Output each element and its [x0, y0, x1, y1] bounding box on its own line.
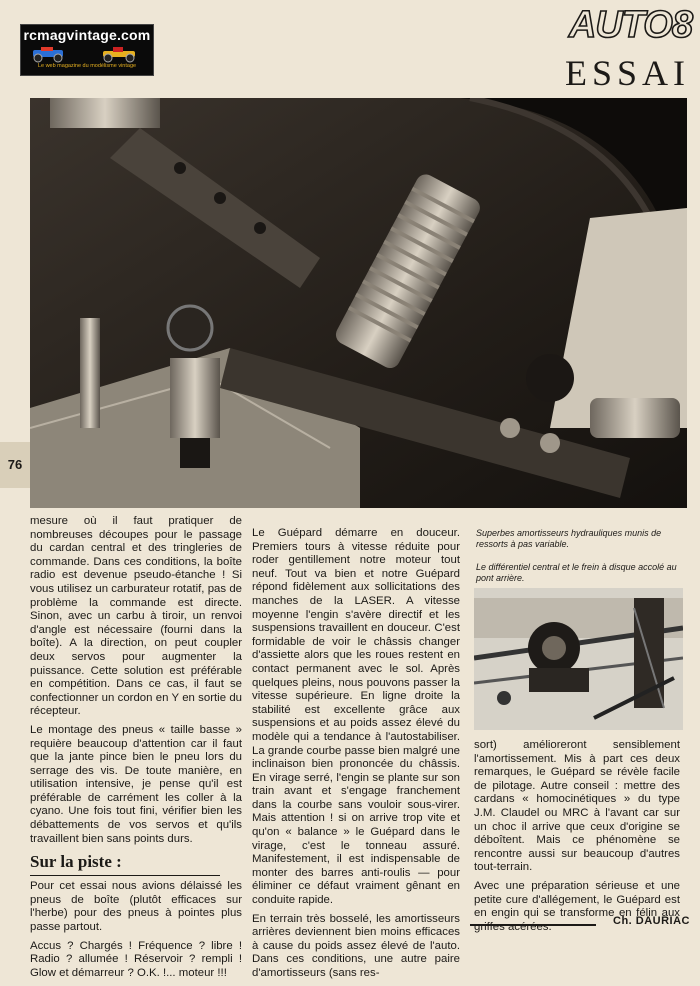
suspension-photo-illustration	[30, 98, 687, 508]
small-photo	[474, 588, 683, 730]
section-heading: Sur la piste :	[30, 852, 122, 872]
paragraph: Accus ? Chargés ! Fréquence ? libre ! Radio ? allumée ! Réservoir ? rempli ! Glow et démarreur ? O.K. !... moteur !!!	[30, 939, 242, 979]
rc-car-icon	[29, 43, 145, 63]
section-title: ESSAI	[564, 53, 690, 93]
site-logo-title: rcmagvintage.com	[23, 27, 151, 43]
article-column-2	[252, 527, 460, 986]
site-logo-tagline: Le web magazine du modélisme vintage	[37, 63, 137, 69]
main-photo-caption: Superbes amortisseurs hydrauliques munis de ressorts à pas variable.	[476, 528, 662, 549]
paragraph: En terrain très bosselé, les amortisseurs arrières deviennent bien moins efficaces à cause du poids assez élevé de l'auto. Dans ces conditions, une autre paire d'amortisseurs (sans res-	[252, 912, 460, 979]
magazine-brand-text: AUTO8	[568, 4, 692, 46]
site-logo[interactable]	[20, 24, 154, 76]
small-photo-caption: Le différentiel central et le frein à disque accolé au pont arrière.	[476, 562, 677, 583]
article-column-3	[474, 739, 680, 939]
paragraph: sort) amélioreront sensiblement l'amortissement. Mis à part ces deux remarques, le Guépard se révèle facile de pilotage. Autre conseil : mettre des cardans « homocinétiques » du type J.M. Claudel ou MRC à l'avant car sur un choc il arrive que ceux d'origine se déboîtent. Mais ce phénomène se rencontre aussi sur beaucoup d'autres tout-terrain.	[474, 739, 680, 874]
differential-photo-illustration	[474, 588, 683, 730]
signature-rule	[470, 924, 596, 926]
page-number: 76	[0, 442, 30, 488]
paragraph: mesure où il faut pratiquer de nombreuses découpes pour le passage du cardan central et des tringleries de commande. Dans ces conditions, la boîte radio est devenue pseudo-étanche ! Si vous utilisez un carburateur rotatif, pas de problème la commande est directe. Sinon, avec un carbu à tiroir, un renvoi d'angle est nécessaire (fourni dans la boîte). A la direction, on peut coupler deux servos pour augmenter la puissance. Cette solution est préférable en compétition. Dans ce cas, il faut se confectionner un cordon en Y en sortie du récepteur.	[30, 515, 242, 718]
heading-rule	[30, 875, 220, 876]
paragraph: Avec une préparation sérieuse et une petite cure d'allégement, le Guépard est en engin qui se transforme en félin aux griffes acérées.	[474, 879, 680, 933]
main-photo	[30, 98, 687, 508]
article-column-1	[30, 515, 242, 985]
author-signature: Ch. DAURIAC	[613, 915, 690, 927]
paragraph: Le Guépard démarre en douceur. Premiers tours à vitesse réduite pour roder gentillement notre moteur tout neuf. Tout va bien et notre Guépard répond fidèlement aux sollicitations des manches de la LASER. A vitesse moyenne l'engin s'avère directif et les suspensions travaillent en douceur. C'est formidable de voir le châssis changer d'assiette alors que les roues restent en contact permanent avec le sol. Après quelques pleins, nous pouvons passer la vitesse supérieure. En ligne droite la stabilité est excellente grâce aux suspensions et au poids assez élevé du modèle qui a tendance à l'autostabiliser. La grande courbe passe bien malgré une inclinaison bien prononcée du châssis. En virage serré, l'engin se plante sur son train avant et s'engage franchement dans la courbe sans vouloir sous-virer. Mais attention ! si on arrive trop vite et qu'on « balance » le Guépard dans le virage, c'est le tonneau assuré. Manifestement, il est indispensable de monter des barres anti-roulis — pour éliminer ce défaut vraiment gênant en conduite rapide.	[252, 527, 460, 907]
magazine-brand-logo	[536, 6, 692, 46]
paragraph: Pour cet essai nous avions délaissé les pneus de boîte (plutôt efficaces sur l'herbe) pour des pneus à pointes plus passe partout.	[30, 880, 242, 934]
paragraph: Le montage des pneus « taille basse » requière beaucoup d'attention car il faut que la jante pince bien le pneu lors du serrage des vis. De toute manière, en utilisation intensive, je pense qu'il est préférable de carrément les coller à la cyano. Une fois tout fini, vérifier bien les débattements de vos servos et qu'ils travaillent bien sans points durs.	[30, 723, 242, 845]
